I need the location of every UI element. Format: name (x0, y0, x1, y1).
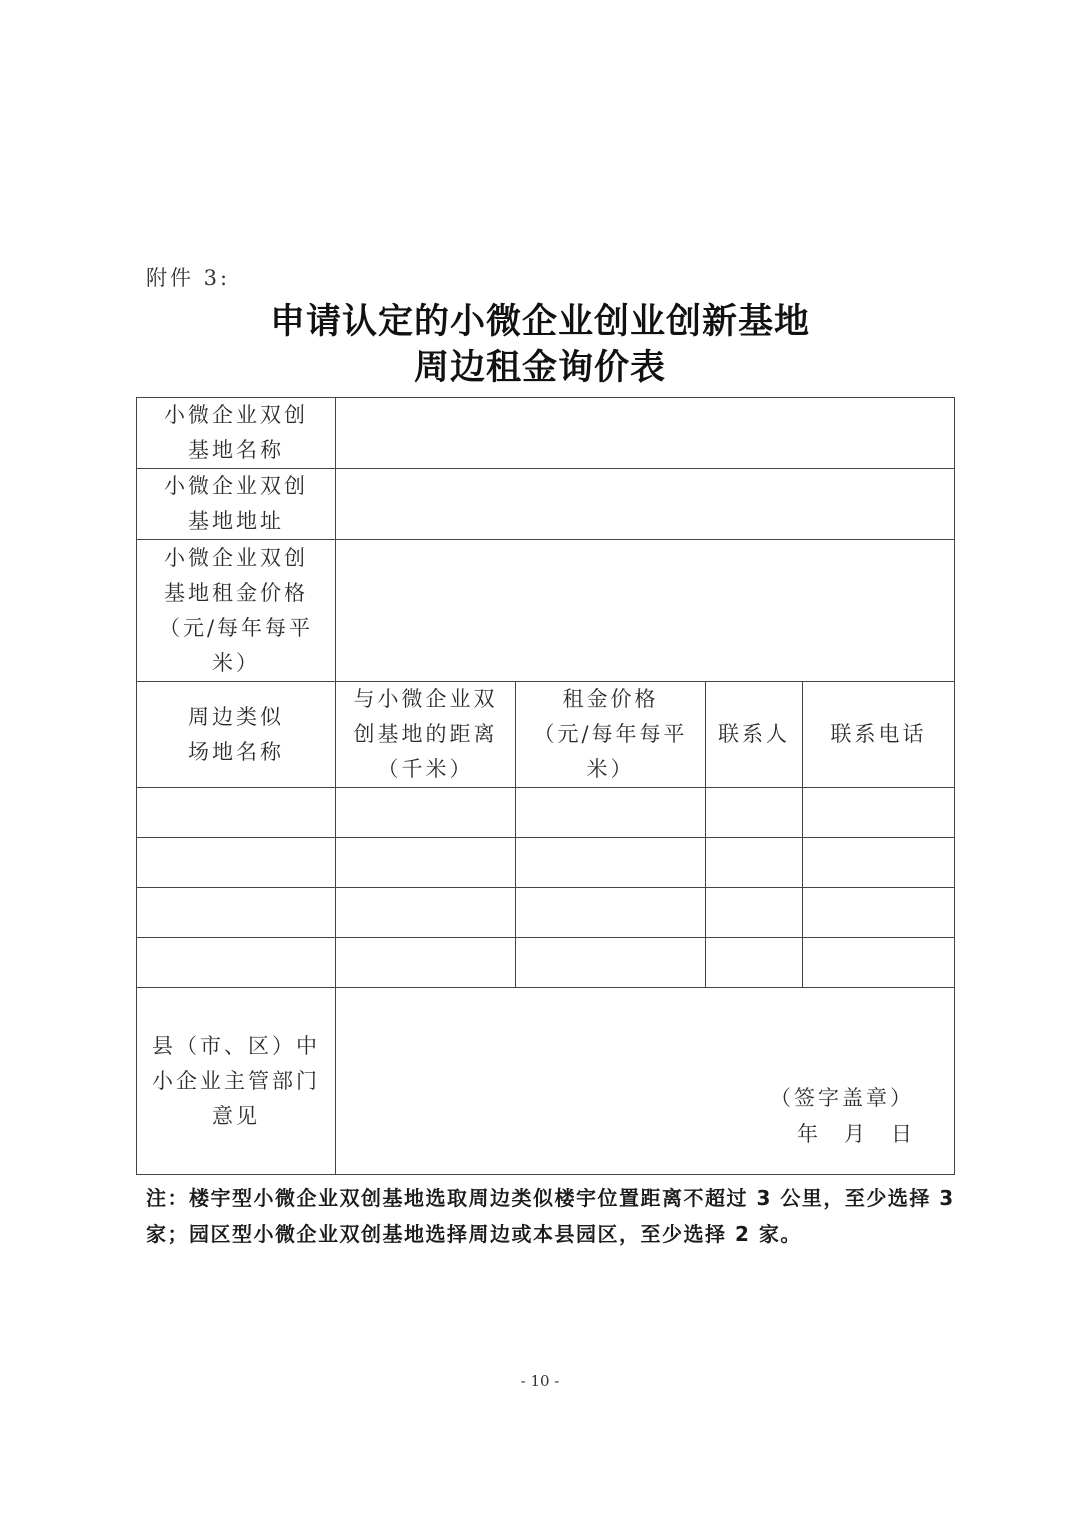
header-distance: 与小微企业双 创基地的距离 （千米） (336, 682, 516, 788)
table-row (137, 469, 955, 540)
distance-cell[interactable] (336, 888, 516, 938)
table-row (137, 838, 955, 888)
contact-cell[interactable] (706, 888, 803, 938)
base-name-field[interactable] (336, 398, 955, 469)
signature-seal-label: （签字盖章） (770, 1086, 914, 1110)
site-name-cell[interactable] (137, 888, 336, 938)
table-row (137, 540, 955, 682)
rent-cell[interactable] (516, 938, 706, 988)
contact-cell[interactable] (706, 938, 803, 988)
page-number: - 10 - (520, 1372, 560, 1390)
opinion-row (137, 988, 955, 1175)
site-name-cell[interactable] (137, 838, 336, 888)
table-row (137, 888, 955, 938)
opinion-label: 县（市、区）中 小企业主管部门 意见 (137, 988, 336, 1175)
distance-cell[interactable] (336, 938, 516, 988)
rent-cell[interactable] (516, 888, 706, 938)
contact-cell[interactable] (706, 788, 803, 838)
phone-cell[interactable] (803, 938, 955, 988)
table-row (137, 398, 955, 469)
date-month: 月 (844, 1122, 867, 1146)
page-subtitle: 周边租金询价表 (413, 348, 666, 388)
contact-cell[interactable] (706, 838, 803, 888)
distance-cell[interactable] (336, 788, 516, 838)
rent-cell[interactable] (516, 838, 706, 888)
date-line (336, 1116, 914, 1152)
header-contact-person: 联系人 (706, 682, 803, 788)
base-address-label: 小微企业双创 基地地址 (137, 469, 336, 540)
date-day: 日 (891, 1122, 914, 1146)
distance-cell[interactable] (336, 838, 516, 888)
rent-cell[interactable] (516, 788, 706, 838)
header-row (137, 682, 955, 788)
site-name-cell[interactable] (137, 938, 336, 988)
opinion-field[interactable] (336, 988, 955, 1175)
header-rent-price: 租金价格 （元/每年每平 米） (516, 682, 706, 788)
phone-cell[interactable] (803, 788, 955, 838)
attachment-label: 附件 3: (146, 266, 231, 290)
base-address-field[interactable] (336, 469, 955, 540)
site-name-cell[interactable] (137, 788, 336, 838)
footnote: 注：楼宇型小微企业双创基地选取周边类似楼宇位置距离不超过 3 公里，至少选择 3 家；园区型小微企业双创基地选择周边或本县园区，至少选择 2 家。 (146, 1186, 955, 1246)
base-rent-label: 小微企业双创 基地租金价格 （元/每年每平 米） (137, 540, 336, 682)
table-row (137, 938, 955, 988)
header-contact-phone: 联系电话 (803, 682, 955, 788)
header-nearby-site-name: 周边类似 场地名称 (137, 682, 336, 788)
base-rent-field[interactable] (336, 540, 955, 682)
base-name-label: 小微企业双创 基地名称 (137, 398, 336, 469)
page-title: 申请认定的小微企业创业创新基地 (269, 302, 810, 342)
date-year: 年 (797, 1122, 820, 1146)
phone-cell[interactable] (803, 838, 955, 888)
phone-cell[interactable] (803, 888, 955, 938)
inquiry-form-table (136, 397, 955, 1175)
table-row (137, 788, 955, 838)
